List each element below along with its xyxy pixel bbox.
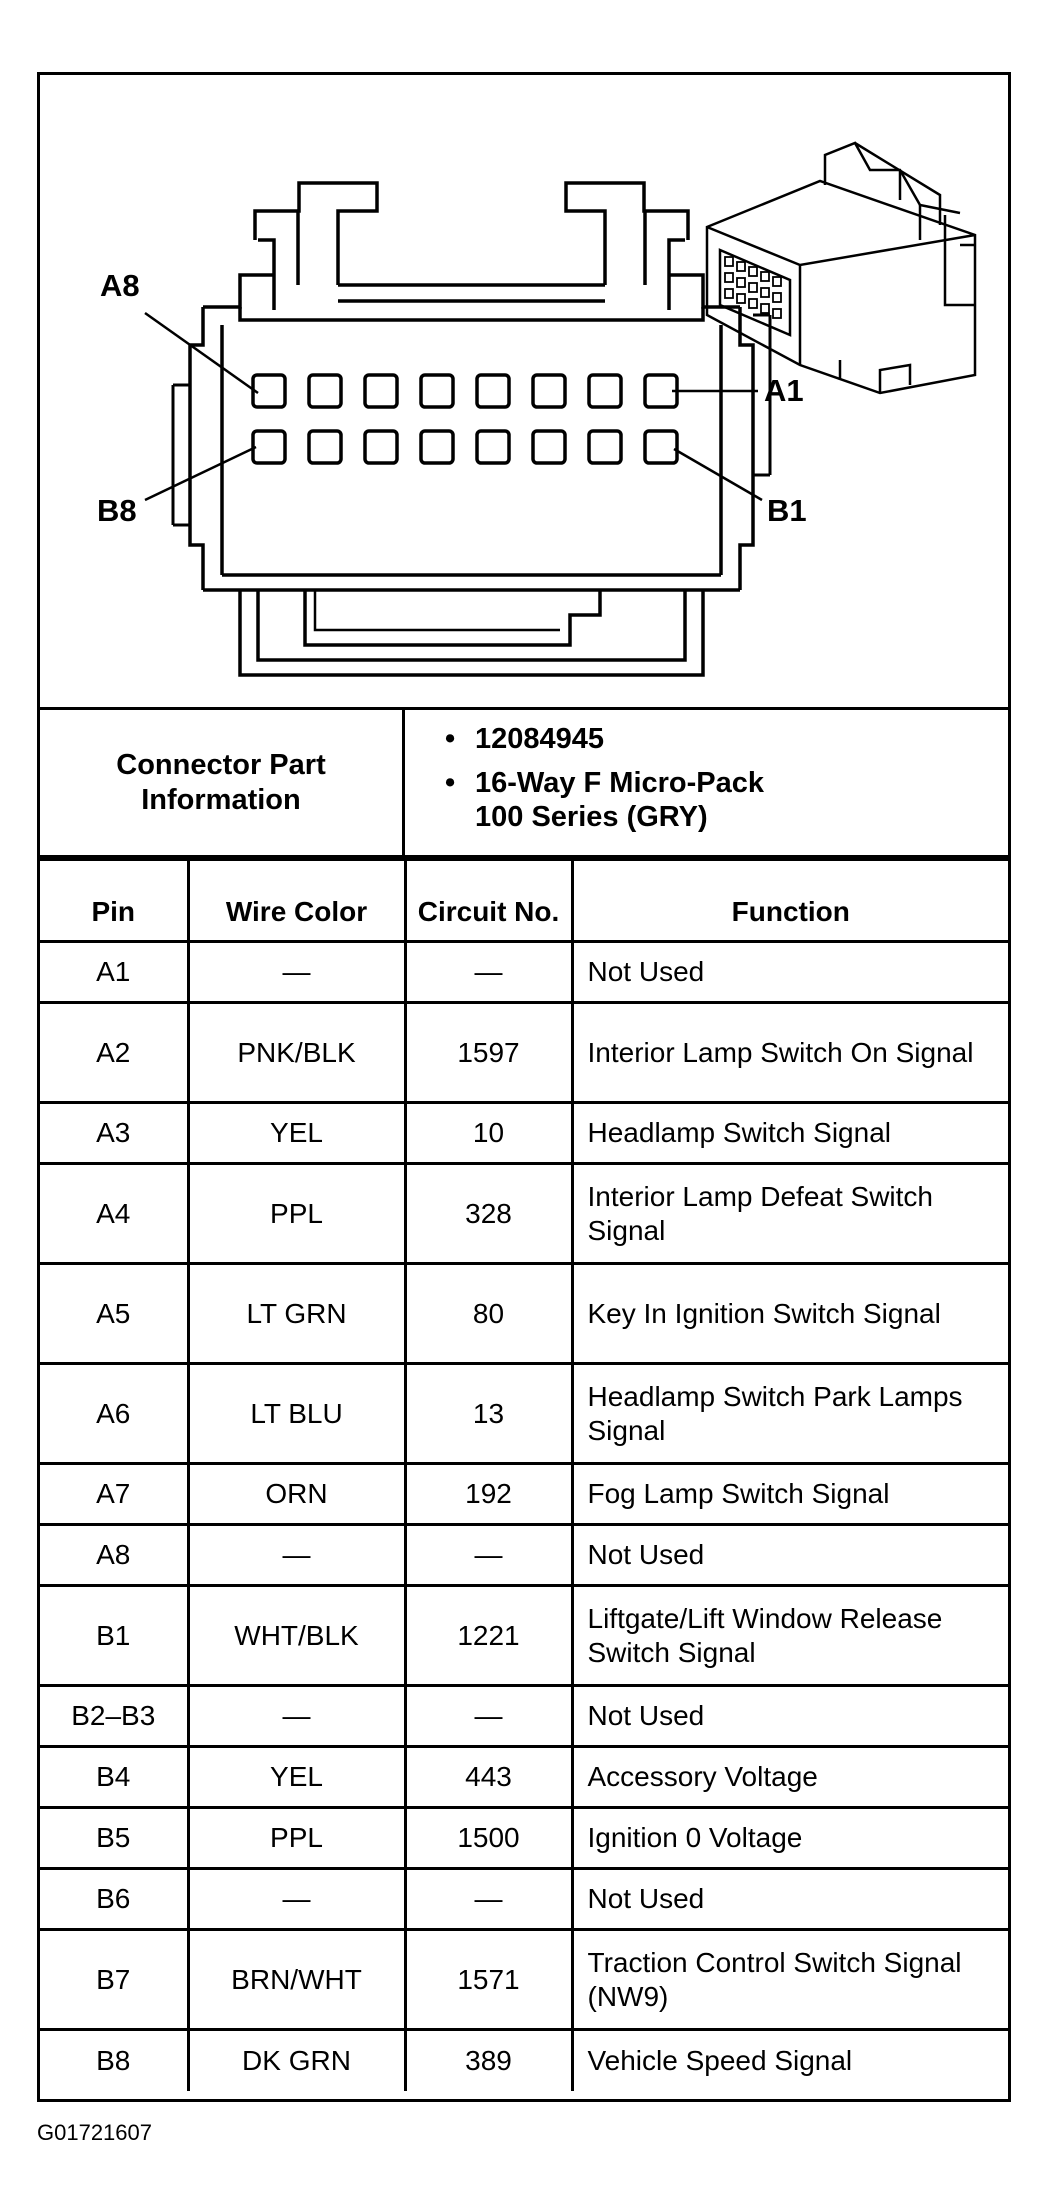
pin-cell: B7 <box>40 1930 188 2030</box>
part-number: • 12084945 <box>445 722 1008 756</box>
circuit-cell: 80 <box>405 1264 572 1364</box>
header-circuit: Circuit No. <box>405 860 572 942</box>
wire-color-cell: — <box>188 942 405 1003</box>
connector-type: • 16-Way F Micro-Pack 100 Series (GRY) <box>445 766 1008 834</box>
circuit-cell: — <box>405 1686 572 1747</box>
wire-color-cell: WHT/BLK <box>188 1586 405 1686</box>
pin-label-a1: A1 <box>764 373 804 408</box>
table-row <box>40 1747 1008 1808</box>
pin-cell: B5 <box>40 1808 188 1869</box>
pinout-header-row <box>40 860 1008 942</box>
pin-cell: B4 <box>40 1747 188 1808</box>
wire-color-cell: YEL <box>188 1103 405 1164</box>
circuit-cell: 192 <box>405 1464 572 1525</box>
function-cell: Not Used <box>572 942 1008 1003</box>
pin-cell: A6 <box>40 1364 188 1464</box>
function-cell: Fog Lamp Switch Signal <box>572 1464 1008 1525</box>
header-function: Function <box>572 860 1008 942</box>
pin-cell: B2–B3 <box>40 1686 188 1747</box>
function-cell: Not Used <box>572 1686 1008 1747</box>
table-row <box>40 1264 1008 1364</box>
table-row <box>40 1586 1008 1686</box>
wire-color-cell: YEL <box>188 1747 405 1808</box>
connector-part-info-title: Connector Part Information <box>40 710 405 855</box>
circuit-cell: 1500 <box>405 1808 572 1869</box>
header-wire-color: Wire Color <box>188 860 405 942</box>
function-cell: Interior Lamp Defeat Switch Signal <box>572 1164 1008 1264</box>
circuit-cell: 1597 <box>405 1003 572 1103</box>
wire-color-cell: BRN/WHT <box>188 1930 405 2030</box>
wire-color-cell: — <box>188 1686 405 1747</box>
circuit-cell: — <box>405 1869 572 1930</box>
table-row <box>40 1930 1008 2030</box>
table-row <box>40 2030 1008 2091</box>
pin-cell: A4 <box>40 1164 188 1264</box>
function-cell: Interior Lamp Switch On Signal <box>572 1003 1008 1103</box>
function-cell: Headlamp Switch Park Lamps Signal <box>572 1364 1008 1464</box>
connector-part-info <box>40 710 1008 858</box>
table-row <box>40 1808 1008 1869</box>
table-row <box>40 1686 1008 1747</box>
table-row <box>40 1364 1008 1464</box>
function-cell: Accessory Voltage <box>572 1747 1008 1808</box>
connector-face-drawing <box>40 75 1008 707</box>
wire-color-cell: ORN <box>188 1464 405 1525</box>
table-row <box>40 942 1008 1003</box>
circuit-cell: 13 <box>405 1364 572 1464</box>
pin-cell: A2 <box>40 1003 188 1103</box>
connector-part-info-list <box>405 710 1008 855</box>
function-cell: Not Used <box>572 1525 1008 1586</box>
circuit-cell: 389 <box>405 2030 572 2091</box>
pin-cell: A5 <box>40 1264 188 1364</box>
function-cell: Ignition 0 Voltage <box>572 1808 1008 1869</box>
pin-cell: A8 <box>40 1525 188 1586</box>
table-row <box>40 1464 1008 1525</box>
pinout-rows <box>40 942 1008 2091</box>
function-cell: Vehicle Speed Signal <box>572 2030 1008 2091</box>
circuit-cell: — <box>405 942 572 1003</box>
wire-color-cell: LT GRN <box>188 1264 405 1364</box>
connector-sheet <box>37 72 1011 2102</box>
wire-color-cell: DK GRN <box>188 2030 405 2091</box>
pin-label-b1: B1 <box>767 493 807 528</box>
circuit-cell: 1221 <box>405 1586 572 1686</box>
pin-label-b8: B8 <box>97 493 137 528</box>
wire-color-cell: PPL <box>188 1164 405 1264</box>
function-cell: Key In Ignition Switch Signal <box>572 1264 1008 1364</box>
pin-cell: A3 <box>40 1103 188 1164</box>
header-pin: Pin <box>40 860 188 942</box>
table-row <box>40 1164 1008 1264</box>
function-cell: Headlamp Switch Signal <box>572 1103 1008 1164</box>
table-row <box>40 1003 1008 1103</box>
table-row <box>40 1869 1008 1930</box>
connector-diagram <box>40 75 1008 710</box>
pin-cell: B8 <box>40 2030 188 2091</box>
pin-cell: B6 <box>40 1869 188 1930</box>
table-row <box>40 1525 1008 1586</box>
wire-color-cell: — <box>188 1525 405 1586</box>
function-cell: Traction Control Switch Signal (NW9) <box>572 1930 1008 2030</box>
pin-label-a8: A8 <box>100 268 140 303</box>
pin-cell: B1 <box>40 1586 188 1686</box>
wire-color-cell: — <box>188 1869 405 1930</box>
pin-cell: A1 <box>40 942 188 1003</box>
wire-color-cell: PPL <box>188 1808 405 1869</box>
table-row <box>40 1103 1008 1164</box>
circuit-cell: 10 <box>405 1103 572 1164</box>
function-cell: Liftgate/Lift Window Release Switch Signal <box>572 1586 1008 1686</box>
pinout-table <box>40 858 1008 2091</box>
figure-id: G01721607 <box>37 2120 152 2145</box>
wire-color-cell: PNK/BLK <box>188 1003 405 1103</box>
pin-cell: A7 <box>40 1464 188 1525</box>
function-cell: Not Used <box>572 1869 1008 1930</box>
circuit-cell: 443 <box>405 1747 572 1808</box>
circuit-cell: 1571 <box>405 1930 572 2030</box>
circuit-cell: 328 <box>405 1164 572 1264</box>
wire-color-cell: LT BLU <box>188 1364 405 1464</box>
circuit-cell: — <box>405 1525 572 1586</box>
